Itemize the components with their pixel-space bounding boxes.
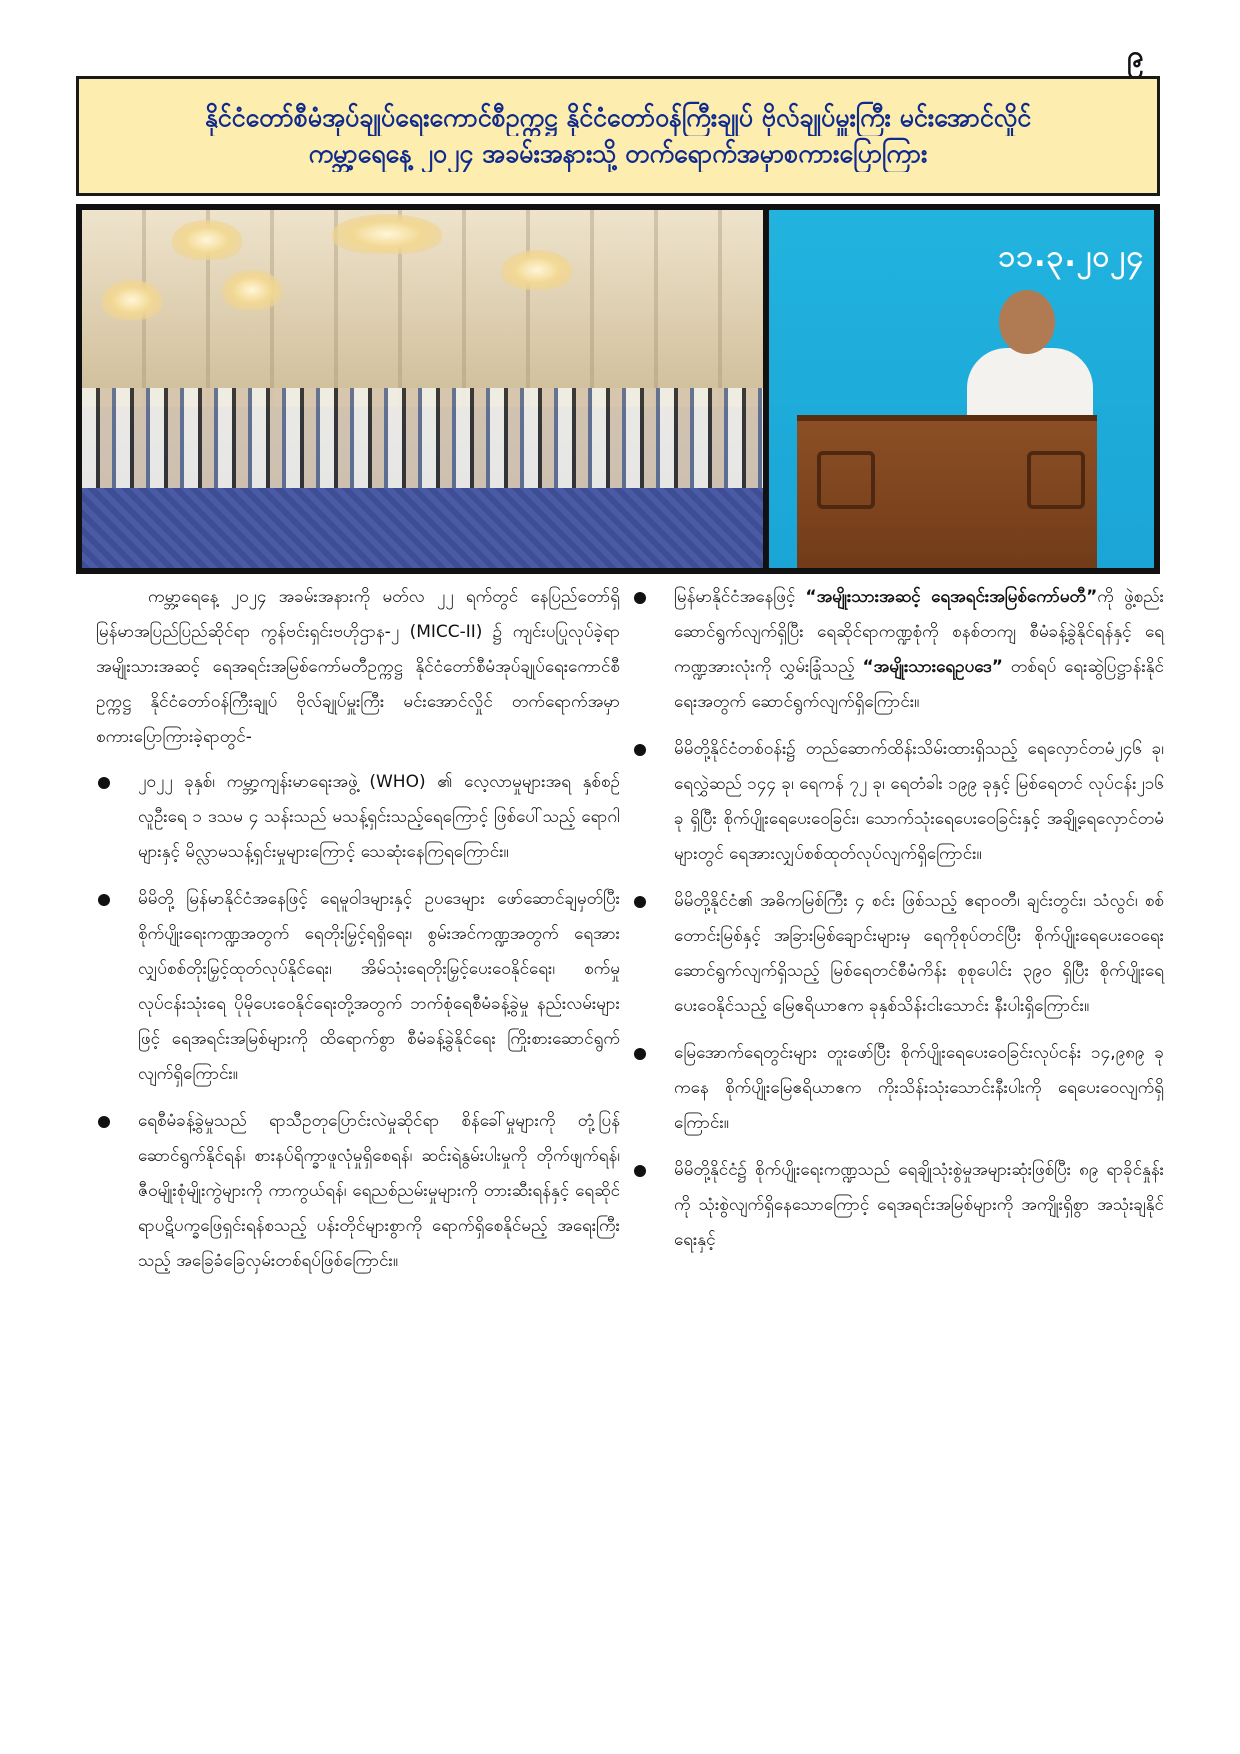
list-item-text-pre: မြန်မာနိုင်ငံအနေဖြင့်: [674, 587, 806, 607]
list-item-text: ရေစီမံခန့်ခွဲမှုသည် ရာသီဥတုပြောင်းလဲမှုဆိုင်ရာ စိန်ခေါ်မှုများကို တုံ့ပြန်ဆောင်ရွက်နိုင်ရန်၊ စားနပ်ရိက္ခာဖူလုံမှုရှိစေရန်၊ ဆင်းရဲနွမ်းပါးမှုကို တိုက်ဖျက်ရန်၊ ဇီဝမျိုးစုံမျိုးကွဲများကို ကာကွယ်ရန်၊ ရေညစ်ညမ်းမှုများကို တားဆီးရန်နှင့် ရေဆိုင်ရာပဋိပက္ခဖြေရှင်းရန်စသည့် ပန်းတိုင်များစွာကို ရောက်ရှိစေနိုင်မည့် အရေးကြီးသည့် အခြေခံခြေလှမ်းတစ်ရပ်ဖြစ်ကြောင်း။: [138, 1111, 620, 1271]
committee-name: “အမျိုးသားအဆင့် ရေအရင်းအမြစ်ကော်မတီ”: [805, 587, 1098, 607]
carpet: [82, 488, 763, 568]
list-item-text-mid: ကို ဖွဲ့စည်းဆောင်ရွက်လျက်ရှိပြီး ရေဆိုင်ရာကဏ္ဍစုံကို စနစ်တကျ စီမံခန့်ခွဲနိုင်ရန်နှင့် ရေကဏ္ဍအားလုံးကို လွှမ်းခြုံသည့်: [674, 587, 1164, 677]
list-item: [96, 1104, 620, 1279]
list-item: [96, 765, 620, 870]
bullet-dot-icon: [98, 894, 110, 906]
right-column: [632, 580, 1164, 1270]
left-column: [96, 580, 620, 1291]
list-item: [632, 1036, 1164, 1141]
list-item: [96, 882, 620, 1092]
list-item: [632, 580, 1164, 720]
speaker-head: [999, 290, 1055, 354]
list-item-text: မိမိတို့နိုင်ငံတစ်ဝန်း၌ တည်ဆောက်ထိန်းသိမ်းထားရှိသည့် ရေလှောင်တမံ၂၄၆ ခု၊ ရေလွှဲဆည် ၁၄၄ ခု၊ ရေကန် ၇၂ ခု၊ ရေတံခါး ၁၉၉ ခုနှင့် မြစ်ရေတင် လုပ်ငန်း၂၁၆ ခု ရှိပြီး စိုက်ပျိုးရေပေးဝေခြင်း၊ သောက်သုံးရေပေးဝေခြင်းနှင့် အချို့ရေလှောင်တမံများတွင် ရေအားလျှပ်စစ်ထုတ်လုပ်လျက်ရှိကြောင်း။: [674, 739, 1164, 864]
right-bullet-list: [632, 580, 1164, 1258]
left-bullet-list: [96, 765, 620, 1279]
intro-paragraph: ကမ္ဘာ့ရေနေ့ ၂၀၂၄ အခမ်းအနားကို မတ်လ ၂၂ ရက်တွင် နေပြည်တော်ရှိ မြန်မာအပြည်ပြည်ဆိုင်ရာ ကွန်ဗင်းရှင်းဗဟိုဌာန-၂ (MICC-II) ၌ ကျင်းပပြုလုပ်ခဲ့ရာ အမျိုးသားအဆင့် ရေအရင်းအမြစ်ကော်မတီဥက္ကဋ္ဌ နိုင်ငံတော်စီမံအုပ်ချုပ်ရေးကောင်စီဥက္ကဋ္ဌ နိုင်ငံတော်ဝန်ကြီးချုပ် ဗိုလ်ချုပ်မှူးကြီး မင်းအောင်လှိုင် တက်ရောက်အမှာစကားပြောကြားခဲ့ရာတွင်-: [96, 587, 620, 747]
list-item: [632, 1153, 1164, 1258]
speaker-photo: [769, 210, 1154, 568]
bullet-dot-icon: [634, 592, 646, 604]
photo-strip: [76, 204, 1160, 574]
podium-carving: [1027, 451, 1085, 509]
water-law-name: “အမျိုးသားရေဥပဒေ”: [862, 657, 1003, 677]
list-item: [632, 884, 1164, 1024]
chandelier: [332, 214, 442, 254]
bullet-dot-icon: [98, 1116, 110, 1128]
chandelier: [502, 250, 572, 290]
list-item-text: မိမိတို့နိုင်ငံ၏ အဓိကမြစ်ကြီး ၄ စင်း ဖြစ်သည့် ဧရာဝတီ၊ ချင်းတွင်း၊ သံလွင်၊ စစ်တောင်းမြစ်နှင့် အခြားမြစ်ချောင်းများမှ ရေကိုစုပ်တင်ပြီး စိုက်ပျိုးရေပေးဝေရေး ဆောင်ရွက်လျက်ရှိသည့် မြစ်ရေတင်စီမံကိန်း စုစုပေါင်း ၃၉၀ ရှိပြီး စိုက်ပျိုးရေ ပေးဝေနိုင်သည့် မြေဧရိယာဧက ခုနှစ်သိန်းငါးသောင်း နီးပါးရှိကြောင်း။: [674, 891, 1164, 1016]
list-item: [632, 732, 1164, 872]
chandelier: [222, 270, 282, 310]
list-item-text: မိမိတို့နိုင်ငံ၌ စိုက်ပျိုးရေးကဏ္ဍသည် ရေချိုသုံးစွဲမှုအများဆုံးဖြစ်ပြီး ၈၉ ရာခိုင်နှုန်းကို သုံးစွဲလျက်ရှိနေသောကြောင့် ရေအရင်းအမြစ်များကို အကျိုးရှိစွာ အသုံးချနိုင်ရေးနှင့်: [674, 1160, 1164, 1250]
headline-box: [76, 76, 1160, 196]
podium-carving: [817, 451, 875, 509]
page-number: ၉: [1127, 39, 1144, 74]
headline-line-2: ကမ္ဘာ့ရေနေ့ ၂၀၂၄ အခမ်းအနားသို့ တက်ရောက်အမှာစကားပြောကြား: [308, 139, 928, 168]
list-item-text: မိမိတို့ မြန်မာနိုင်ငံအနေဖြင့် ရေမူဝါဒများနှင့် ဥပဒေများ ဖော်ဆောင်ချမှတ်ပြီး စိုက်ပျိုးရေးကဏ္ဍအတွက် ရေတိုးမြှင့်ရရှိရေး၊ စွမ်းအင်ကဏ္ဍအတွက် ရေအားလျှပ်စစ်တိုးမြှင့်ထုတ်လုပ်နိုင်ရေး၊ အိမ်သုံးရေတိုးမြှင့်ပေးဝေနိုင်ရေး၊ စက်မှုလုပ်ငန်းသုံးရေ ပိုမိုပေးဝေနိုင်ရေးတို့အတွက် ဘက်စုံရေစီမံခန့်ခွဲမှု နည်းလမ်းများဖြင့် ရေအရင်းအမြစ်များကို ထိရောက်စွာ စီမံခန့်ခွဲနိုင်ရေး ကြိုးစားဆောင်ရွက်လျက်ရှိကြောင်း။: [138, 889, 620, 1084]
bullet-dot-icon: [98, 777, 110, 789]
wooden-podium: [797, 415, 1097, 568]
list-item-text: မြေအောက်ရေတွင်းများ တူးဖော်ပြီး စိုက်ပျိုးရေပေးဝေခြင်းလုပ်ငန်း ၁၄,၉၈၉ ခု ကနေ စိုက်ပျိုးမြေဧရိယာဧက ကိုးသိန်းသုံးသောင်းနီးပါးကို ရေပေးဝေလျက်ရှိကြောင်း။: [674, 1043, 1164, 1133]
headline-line-1: နိုင်ငံတော်စီမံအုပ်ချုပ်ရေးကောင်စီဥက္ကဋ္ဌ နိုင်ငံတော်ဝန်ကြီးချုပ် ဗိုလ်ချုပ်မှူးကြီး မင်းအောင်လှိုင်: [204, 102, 1032, 132]
list-item-text-post: တစ်ရပ် ရေးဆွဲပြဋ္ဌာန်းနိုင်ရေးအတွက် ဆောင်ရွက်လျက်ရှိကြောင်း။: [674, 657, 1164, 712]
chandelier: [172, 220, 242, 260]
chandelier: [102, 280, 162, 320]
bullet-dot-icon: [634, 1165, 646, 1177]
backdrop-date: ၁၁.၃.၂၀၂၄: [998, 239, 1144, 274]
bullet-dot-icon: [634, 896, 646, 908]
seated-audience: [82, 388, 763, 498]
audience-photo: [82, 210, 763, 568]
bullet-dot-icon: [634, 1048, 646, 1060]
bullet-dot-icon: [634, 744, 646, 756]
list-item-text: ၂၀၂၂ ခုနှစ်၊ ကမ္ဘာ့ကျန်းမာရေးအဖွဲ့ (WHO) ၏ လေ့လာမှုများအရ နှစ်စဉ်လူဦးရေ ၁ ဒသမ ၄ သန်းသည် မသန့်ရှင်းသည့်ရေကြောင့် ဖြစ်ပေါ်သည့် ရောဂါများနှင့် မိလ္လာမသန့်ရှင်းမှုများကြောင့် သေဆုံးနေကြရကြောင်း။: [138, 772, 620, 862]
